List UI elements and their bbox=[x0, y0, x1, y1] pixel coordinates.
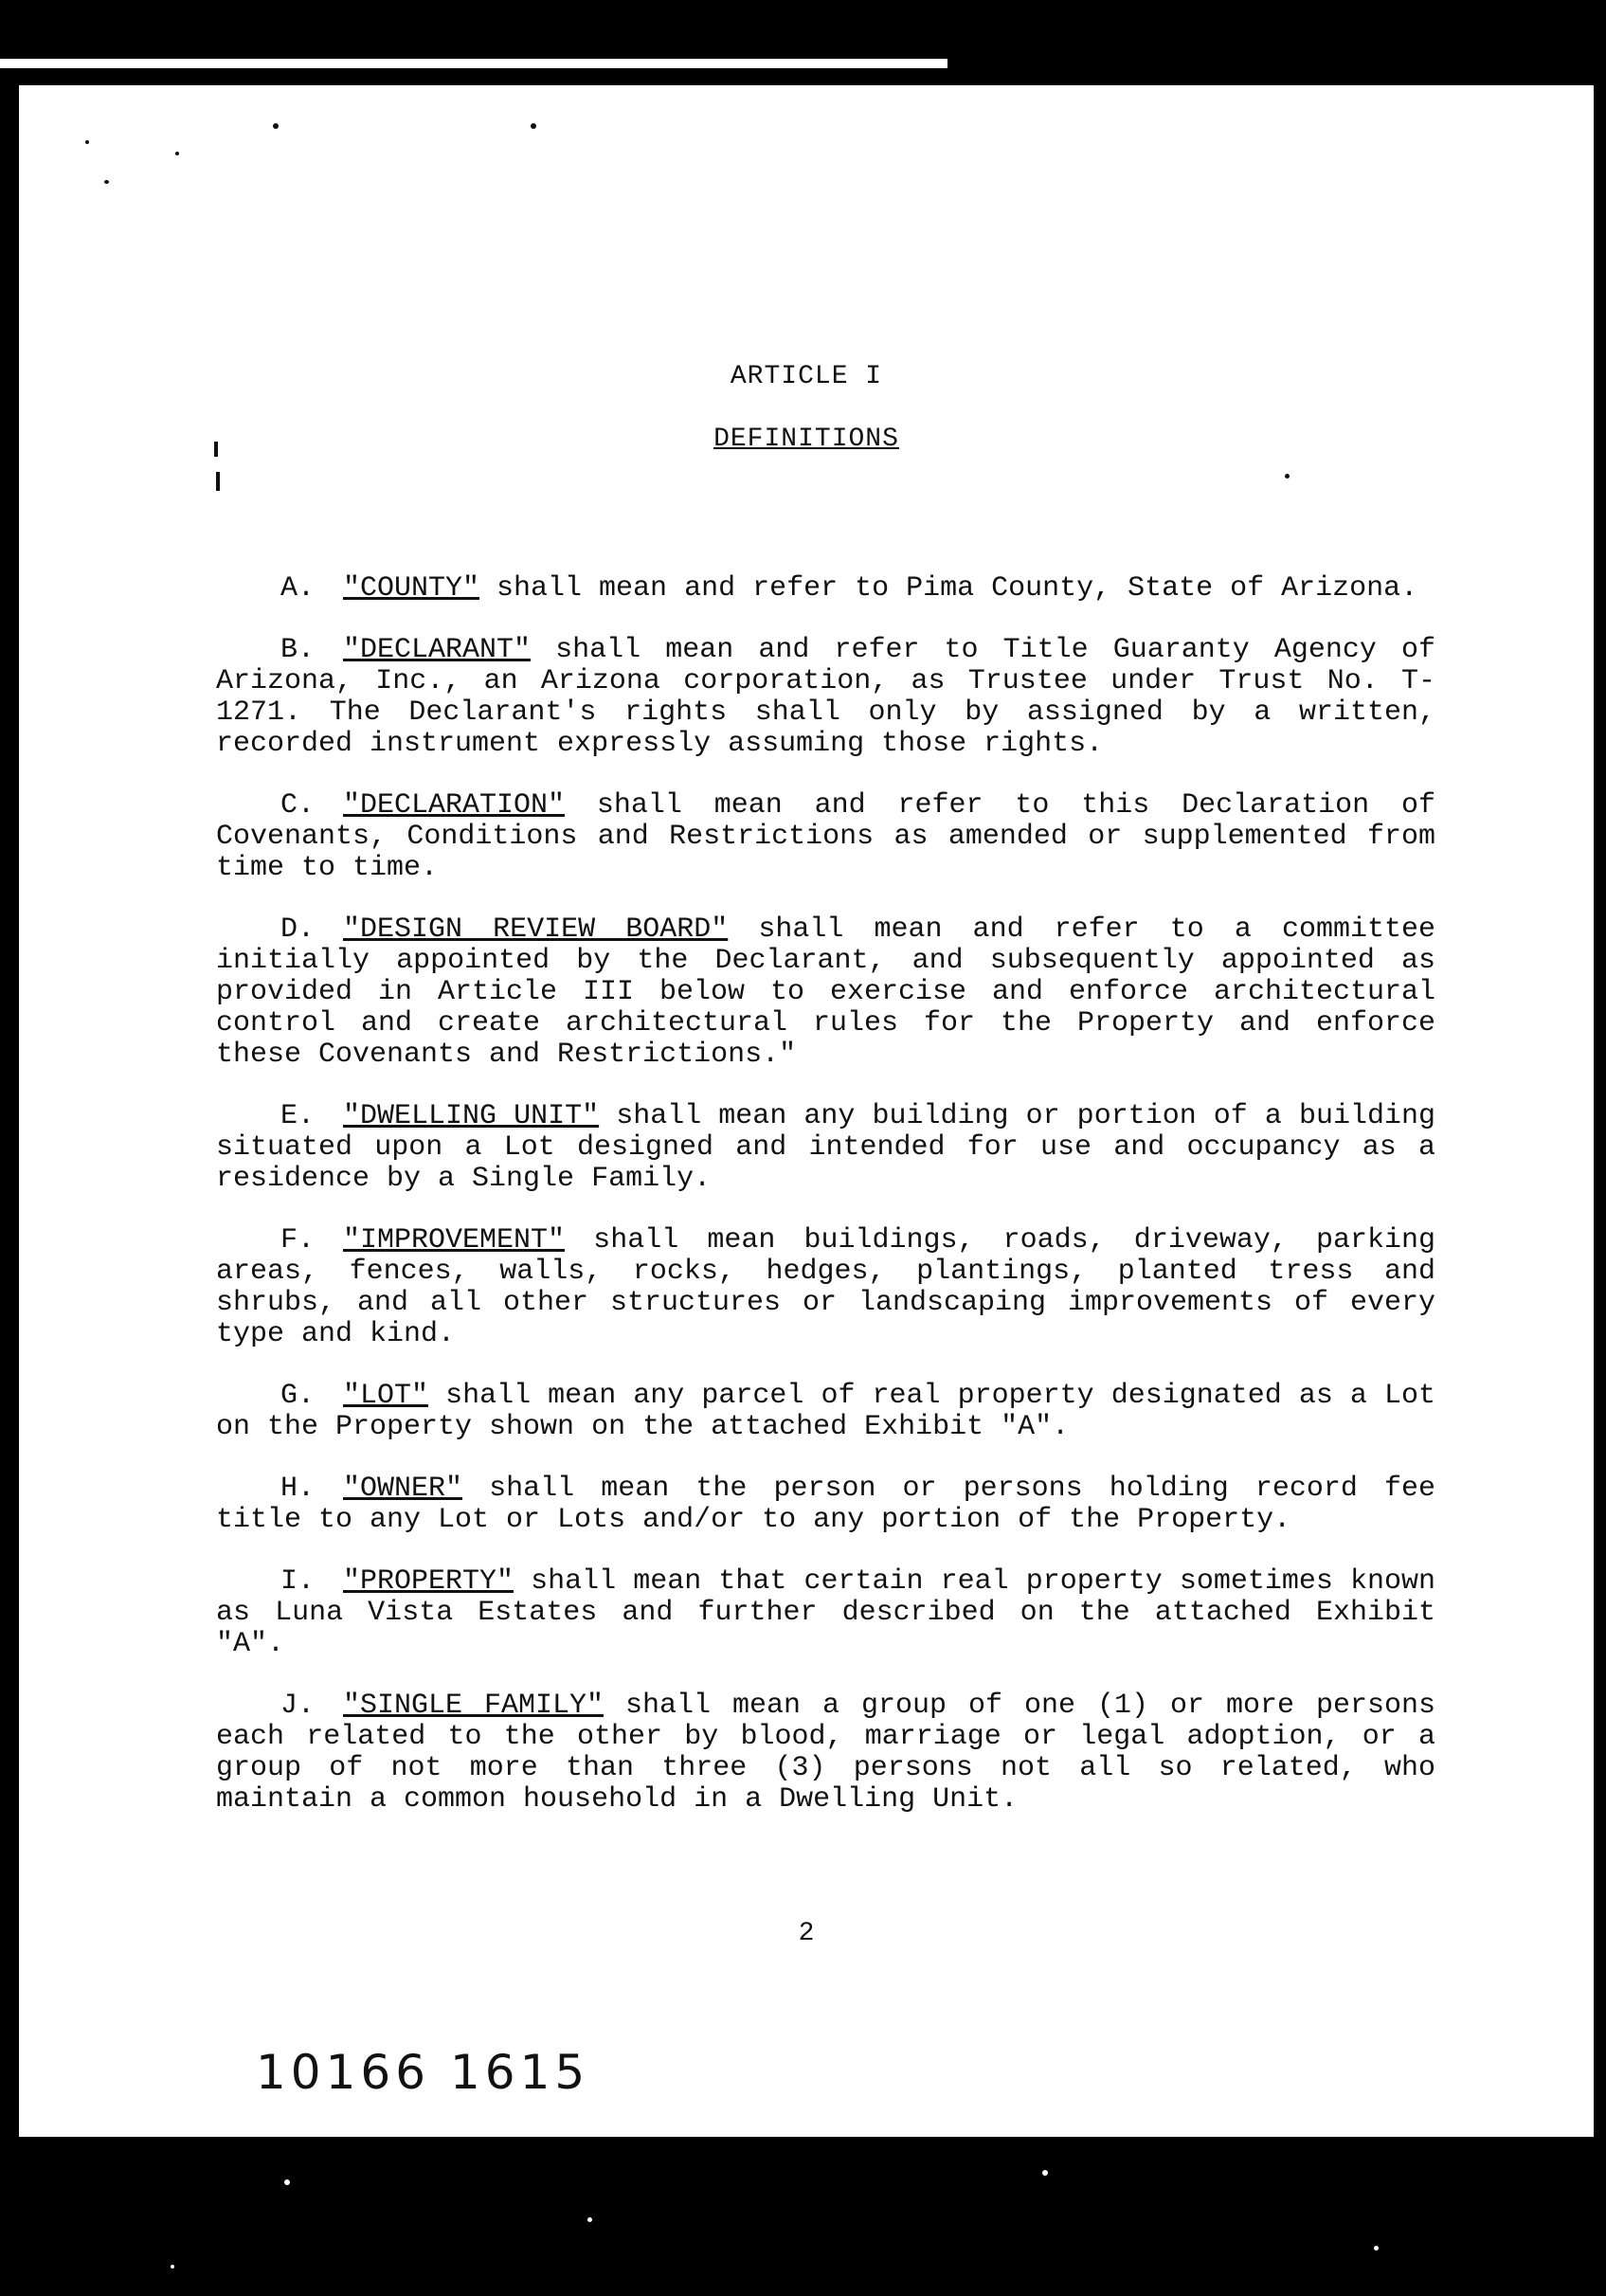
scan-edge-streak bbox=[0, 59, 947, 68]
definition-term: "LOT" bbox=[343, 1380, 429, 1412]
definition-term: "IMPROVEMENT" bbox=[343, 1224, 566, 1256]
definition-item bbox=[216, 1566, 1435, 1660]
page-number: 2 bbox=[798, 1919, 815, 1948]
scan-speck bbox=[587, 2217, 592, 2222]
definition-letter: C. bbox=[280, 789, 315, 822]
document-page bbox=[19, 85, 1594, 2137]
scan-speck bbox=[104, 180, 109, 184]
definition-item bbox=[216, 914, 1435, 1071]
definition-letter: B. bbox=[280, 634, 315, 666]
definition-letter: F. bbox=[280, 1224, 315, 1256]
definition-text: shall mean and refer to Pima County, State of Arizona. bbox=[479, 572, 1418, 605]
definition-letter: E. bbox=[280, 1100, 315, 1132]
margin-mark bbox=[216, 472, 220, 491]
definition-letter: D. bbox=[280, 913, 315, 946]
definition-text: shall mean and refer to a committee initially appointed by the Declarant, and subsequently appointed as provided in Article III below to exercise and enforce architectural control and create architectural rules for the Property and enforce these Covenants and Restrictions." bbox=[216, 913, 1435, 1071]
definition-term: "SINGLE FAMILY" bbox=[343, 1690, 605, 1722]
definition-letter: G. bbox=[280, 1380, 315, 1412]
definition-text: shall mean any parcel of real property designated as a Lot on the Property shown on the attached Exhibit "A". bbox=[216, 1380, 1435, 1443]
scan-speck bbox=[284, 2179, 290, 2185]
definition-term: "OWNER" bbox=[343, 1473, 463, 1505]
definition-letter: H. bbox=[280, 1473, 315, 1505]
definition-item bbox=[216, 790, 1435, 884]
scan-speck bbox=[171, 2265, 174, 2269]
definition-text: shall mean and refer to this Declaration of Covenants, Conditions and Restrictions as amended or supplemented from time to time. bbox=[216, 789, 1435, 884]
definition-term: "DECLARATION" bbox=[343, 789, 566, 822]
definition-letter: I. bbox=[280, 1565, 315, 1598]
scan-speck bbox=[1285, 474, 1290, 479]
definition-text: shall mean a group of one (1) or more persons each related to the other by blood, marriage or legal adoption, or a group of not more than three (3) persons not all so related, who maintain a common household in a Dwelling Unit. bbox=[216, 1690, 1435, 1816]
recording-number: 10166 1615 bbox=[256, 2045, 590, 2100]
definition-item bbox=[216, 1473, 1435, 1536]
scan-speck bbox=[273, 123, 279, 129]
definition-item bbox=[216, 635, 1435, 760]
scan-speck bbox=[175, 152, 179, 155]
definition-item bbox=[216, 573, 1435, 605]
definition-term: "DECLARANT" bbox=[343, 634, 532, 666]
definition-item bbox=[216, 1225, 1435, 1350]
definition-text: shall mean buildings, roads, driveway, parking areas, fences, walls, rocks, hedges, plantings, planted tress and shrubs, and all other structures or landscaping improvements of every type and kind. bbox=[216, 1224, 1435, 1350]
definition-term: "DWELLING UNIT" bbox=[343, 1100, 600, 1132]
definition-term: "PROPERTY" bbox=[343, 1565, 514, 1598]
scan-speck bbox=[531, 123, 536, 129]
scan-speck bbox=[85, 140, 89, 144]
definition-text: shall mean and refer to Title Guaranty Agency of Arizona, Inc., an Arizona corporation, as Trustee under Trust No. T-1271. The Declarant's rights shall only by assigned by a written, recorded instrument expressly assuming those rights. bbox=[216, 634, 1435, 760]
definition-letter: J. bbox=[280, 1690, 315, 1722]
definition-letter: A. bbox=[280, 572, 315, 605]
definition-term: "DESIGN REVIEW BOARD" bbox=[343, 913, 729, 946]
definitions-list bbox=[216, 573, 1435, 1846]
definition-item bbox=[216, 1381, 1435, 1443]
definition-text: shall mean that certain real property sometimes known as Luna Vista Estates and further described on the attached Exhibit "A". bbox=[216, 1565, 1435, 1660]
definition-item bbox=[216, 1690, 1435, 1816]
article-title: ARTICLE I bbox=[730, 362, 883, 391]
scan-speck bbox=[1042, 2170, 1048, 2176]
article-subtitle: DEFINITIONS bbox=[713, 425, 899, 454]
definition-text: shall mean the person or persons holding record fee title to any Lot or Lots and/or to any portion of the Property. bbox=[216, 1473, 1435, 1536]
definition-term: "COUNTY" bbox=[343, 572, 480, 605]
definition-item bbox=[216, 1101, 1435, 1195]
scan-speck bbox=[1374, 2246, 1379, 2251]
definition-text: shall mean any building or portion of a building situated upon a Lot designed and intended for use and occupancy as a residence by a Single Family. bbox=[216, 1100, 1435, 1195]
